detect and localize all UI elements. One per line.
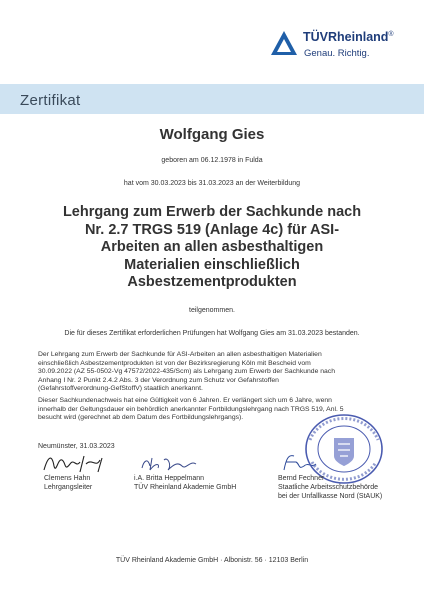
recognition-paragraph <box>38 351 388 394</box>
logo-brand: TÜVRheinland® <box>303 30 394 44</box>
signatory-name: Bernd Fechner <box>278 475 325 482</box>
paragraph-line: einschließlich Asbestzementprodukten ist von der Bezirksregierung Köln mit Bescheid vom <box>38 359 311 367</box>
course-title-line: Lehrgang zum Erwerb der Sachkunde nach <box>62 204 362 220</box>
signature-heppelmann <box>138 452 208 474</box>
paragraph-line: (Gefahrstoffverordnung-GefStoffV) staatlich anerkannt. <box>38 385 203 393</box>
signatory-name: Clemens Hahn <box>44 475 91 482</box>
course-title <box>24 204 400 292</box>
period-line: hat vom 30.03.2023 bis 31.03.2023 an der Weiterbildung <box>123 180 301 187</box>
participated-line: teilgenommen. <box>189 307 235 314</box>
triangle-logo-icon <box>270 30 298 56</box>
recipient-name: Wolfgang Gies <box>159 126 265 143</box>
course-title-line: Arbeiten an allen asbesthaltigen <box>100 239 324 255</box>
paragraph-line: Anhang I Nr. 2 Punkt 2.4.2 Abs. 3 der Verordnung zum Schutz vor Gefahrstoffen <box>38 376 279 384</box>
signatory-name: i.A. Britta Heppelmann <box>134 475 205 482</box>
signatory-role: Lehrgangsleiter <box>44 484 93 491</box>
paragraph-line: 30.09.2022 (AZ 55-0502-Vg 47572/2022-435/Scm) als Lehrgang zum Erwerb der Sachkunde nach <box>38 368 335 376</box>
signatory-role: TÜV Rheinland Akademie GmbH <box>134 484 237 491</box>
signature-hahn <box>40 450 120 476</box>
paragraph-line: Dieser Sachkundenachweis hat eine Gültigkeit von 6 Jahren. Er verlängert sich um 6 Jahre, wenn <box>38 397 332 404</box>
footer-address: TÜV Rheinland Akademie GmbH · Albonistr. 56 · 12103 Berlin <box>115 557 309 564</box>
paragraph-line: besucht wird (gerechnet ab dem Datum des Fortbildungslehrgangs). <box>38 414 244 422</box>
paragraph-line: Der Lehrgang zum Erwerb der Sachkunde für ASI-Arbeiten an allen asbesthaltigen Materialien <box>38 351 322 358</box>
tuv-logo <box>270 26 415 66</box>
certificate-banner <box>0 84 424 114</box>
paragraph-line: innerhalb der Geltungsdauer ein behördlich anerkannter Fortbildungslehrgang nach TRGS 519, Anl. 5 <box>38 405 344 413</box>
course-title-line: Nr. 2.7 TRGS 519 (Anlage 4c) für ASI- <box>84 221 340 238</box>
course-title-line: Asbestzementprodukten <box>127 274 297 290</box>
logo-tagline: Genau. Richtig. <box>304 48 370 59</box>
place-date: Neumünster, 31.03.2023 <box>38 443 115 450</box>
exam-line: Die für dieses Zertifikat erforderlichen Prüfungen hat Wolfgang Gies am 31.03.2023 bestanden. <box>64 330 360 337</box>
certificate-title: Zertifikat <box>20 92 81 109</box>
signatory-role: Staatliche Arbeitsschutzbehörde bei der Unfallkasse Nord (StAUK) <box>278 484 383 500</box>
birth-line: geboren am 06.12.1978 in Fulda <box>161 157 263 164</box>
course-title-line: Materialien einschließlich <box>124 256 300 273</box>
